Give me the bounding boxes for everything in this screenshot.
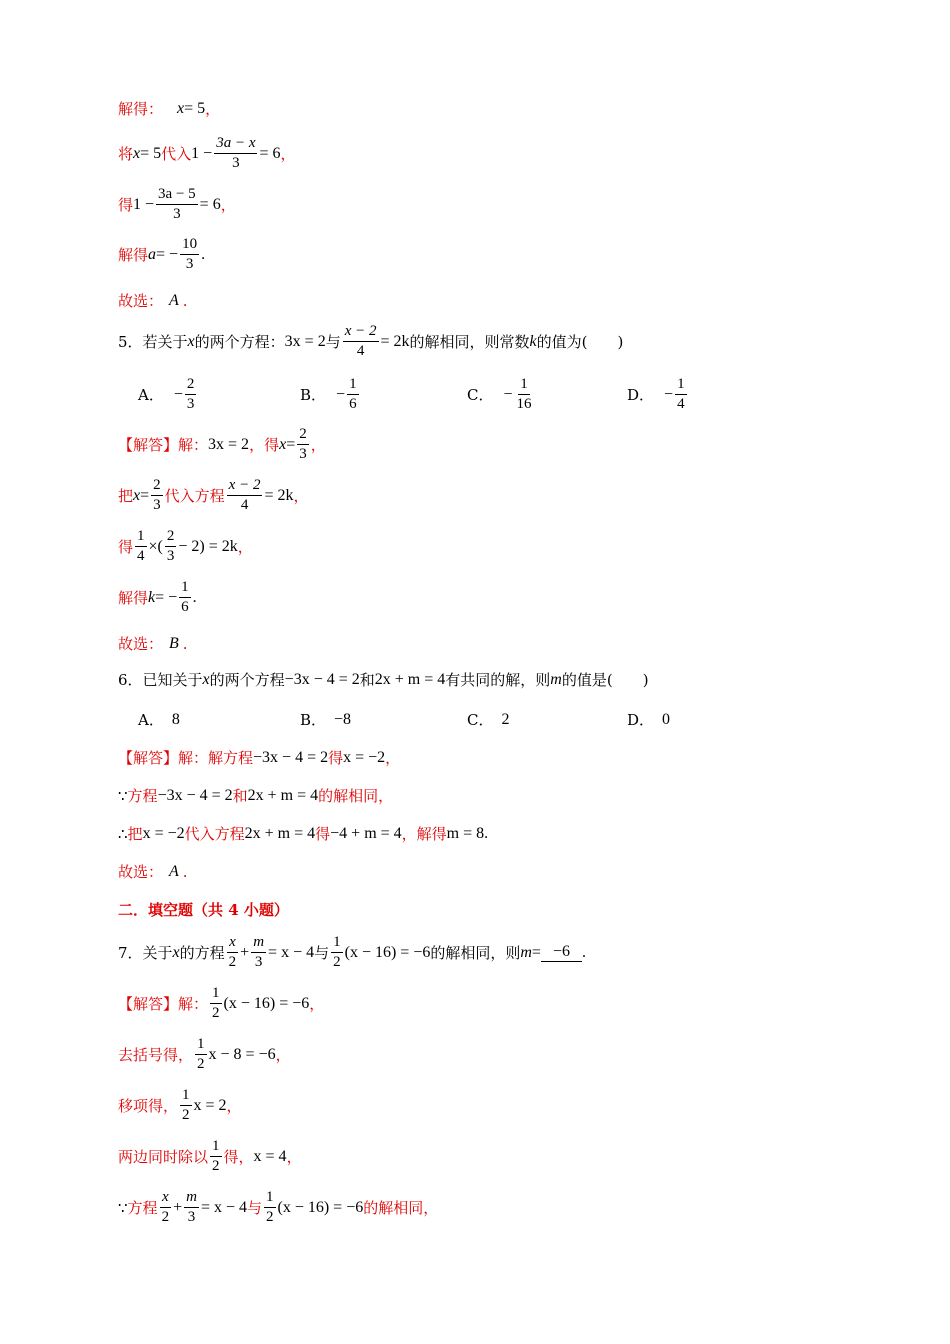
math-var: x	[177, 99, 185, 117]
math: x = 4	[253, 1147, 287, 1165]
solution-line	[118, 578, 197, 617]
numerator: 2	[151, 476, 163, 496]
math: x − 8 = −6	[208, 1045, 276, 1063]
text: 的解相同，	[318, 787, 394, 805]
fraction	[347, 375, 359, 414]
text: 移项得，	[118, 1097, 179, 1115]
section-heading	[118, 899, 289, 920]
numerator: x	[160, 1188, 171, 1208]
punct: .	[581, 943, 586, 961]
answer-tag: 【解答】	[118, 995, 179, 1013]
punct: ，	[226, 1097, 242, 1115]
sign: −	[664, 385, 674, 403]
option-label: D．	[627, 386, 655, 404]
math-var: x	[133, 144, 141, 162]
text: 解得：	[118, 100, 164, 118]
punct: ，	[237, 538, 253, 556]
math: =	[140, 486, 150, 504]
fraction	[165, 527, 177, 566]
math-var: k	[529, 332, 537, 350]
solution-line	[118, 1035, 291, 1074]
section-title: 二．填空题（共 4 小题）	[118, 901, 289, 919]
denominator: 4	[137, 548, 145, 564]
solution-line	[118, 1188, 438, 1227]
math: +	[173, 1198, 183, 1216]
punct: ，	[286, 1148, 302, 1166]
math: =	[286, 435, 296, 453]
numerator: 1	[180, 1086, 192, 1106]
solution-line	[118, 785, 393, 806]
text: 6．已知关于	[118, 671, 203, 689]
denominator: 6	[181, 599, 189, 615]
denominator: 2	[266, 1209, 274, 1225]
punct: .	[182, 634, 188, 653]
math: ×(	[148, 537, 163, 555]
math: (x − 16) = −6	[223, 994, 310, 1012]
punct: .	[192, 588, 197, 606]
math: −3x − 4 = 2	[284, 670, 360, 688]
text: 解：解方程	[178, 749, 254, 767]
text: )	[612, 671, 649, 689]
numerator: 1	[210, 984, 222, 1004]
denominator: 3	[232, 155, 240, 171]
option-label: A．	[138, 386, 164, 404]
fraction	[210, 984, 222, 1023]
punct: .	[201, 245, 206, 263]
text: 与	[325, 333, 341, 351]
text: 把	[118, 487, 134, 505]
denominator: 2	[182, 1107, 190, 1123]
numerator: 1	[135, 527, 147, 547]
option-value: 0	[662, 710, 671, 728]
text: ，得	[249, 436, 280, 454]
answer-letter: A	[169, 291, 179, 309]
math: 3x = 2	[208, 435, 250, 453]
numerator: 1	[675, 375, 687, 395]
sign: −	[173, 385, 183, 403]
punct: ，	[275, 1046, 291, 1064]
math-var: k	[148, 588, 156, 606]
text: 5．若关于	[118, 333, 188, 351]
fraction	[179, 578, 191, 617]
math: = 6	[259, 144, 281, 162]
option-label: D．	[627, 711, 655, 729]
solution-line	[118, 1137, 302, 1176]
math: = 2k	[380, 332, 410, 350]
fraction	[135, 527, 147, 566]
question-5	[118, 322, 623, 361]
math: = x − 4	[200, 1198, 247, 1216]
fraction	[214, 134, 257, 173]
text: 解得	[118, 589, 149, 607]
punct: ，	[310, 436, 326, 454]
math: 1 −	[133, 195, 155, 213]
numerator: m	[184, 1188, 199, 1208]
text: 得	[118, 196, 134, 214]
math: m = 8	[446, 824, 485, 842]
text: 有共同的解，则	[445, 671, 551, 689]
numerator: x − 2	[227, 476, 263, 496]
answer-letter: A	[169, 862, 179, 880]
math: (x − 16) = −6	[344, 943, 431, 961]
fraction	[180, 235, 199, 274]
denominator: 16	[516, 396, 532, 412]
text: 得，	[223, 1148, 254, 1166]
fraction	[515, 375, 534, 414]
punct: ，	[220, 196, 236, 214]
text: 7．关于	[118, 944, 173, 962]
text: 代入方程	[164, 487, 225, 505]
math-var: x	[172, 943, 180, 961]
math: −3x − 4 = 2	[253, 748, 329, 766]
sign: −	[336, 385, 346, 403]
math: −3x − 4 = 2	[157, 786, 233, 804]
solution-line	[118, 425, 326, 464]
math: =	[531, 943, 541, 961]
option-label: A．	[138, 711, 164, 729]
punct: .	[182, 862, 188, 881]
fraction	[227, 933, 239, 972]
text: 故选：	[118, 292, 164, 310]
numerator: 2	[165, 527, 177, 547]
math: −4 + m = 4	[330, 824, 402, 842]
numerator: 3a − 5	[156, 185, 198, 205]
fraction	[184, 1188, 199, 1227]
fraction	[331, 933, 343, 972]
numerator: 1	[331, 933, 343, 953]
option-value: −8	[334, 710, 352, 728]
answer-letter: B	[169, 634, 179, 652]
answer-line	[118, 633, 188, 654]
math: 1 −	[191, 144, 213, 162]
option-b[interactable]	[300, 375, 361, 414]
math: 2x + m = 4	[244, 824, 316, 842]
math: = −	[156, 245, 179, 263]
option-label: B．	[300, 711, 327, 729]
numerator: 1	[264, 1188, 276, 1208]
punct: ，	[205, 100, 221, 118]
option-label: C．	[467, 386, 494, 404]
math: x = −2	[343, 748, 386, 766]
fraction	[180, 1086, 192, 1125]
text: 解得	[118, 246, 149, 264]
text: 的值是(	[561, 671, 613, 689]
denominator: 2	[228, 954, 237, 970]
text: 故选：	[118, 863, 164, 881]
punct: .	[484, 824, 489, 842]
fraction	[675, 375, 687, 414]
sign: −	[503, 385, 513, 403]
option-value: 8	[171, 710, 180, 728]
text: 两边同时除以	[118, 1148, 209, 1166]
numerator: 1	[210, 1137, 222, 1157]
answer-line	[118, 290, 188, 311]
solution-line	[118, 476, 309, 515]
denominator: 2	[161, 1209, 170, 1225]
option-d[interactable]	[627, 709, 670, 730]
denominator: 2	[197, 1056, 205, 1072]
option-c[interactable]	[467, 375, 536, 414]
denominator: 3	[186, 396, 195, 412]
text: 得	[328, 749, 344, 767]
text: 的方程	[179, 944, 225, 962]
text: 把	[127, 825, 143, 843]
text: 和	[359, 671, 375, 689]
math-var: x	[202, 670, 210, 688]
text: 与	[314, 944, 330, 962]
denominator: 3	[153, 497, 161, 513]
denominator: 4	[356, 343, 365, 359]
punct: ，	[280, 145, 296, 163]
math-var: a	[148, 245, 157, 263]
text: 的两个方程	[209, 671, 285, 689]
text: 得	[315, 825, 331, 843]
text: 的解相同，	[363, 1199, 439, 1217]
text: 故选：	[118, 635, 164, 653]
denominator: 3	[173, 206, 181, 222]
numerator: x − 2	[343, 322, 379, 342]
math-var: m	[550, 670, 562, 688]
option-b[interactable]	[300, 709, 351, 730]
option-value: 2	[501, 710, 510, 728]
fraction	[210, 1137, 222, 1176]
numerator: 1	[195, 1035, 207, 1055]
text: 的值为(	[536, 333, 588, 351]
option-a[interactable]	[138, 375, 198, 414]
solution-line	[118, 134, 296, 173]
text: 方程	[127, 787, 158, 805]
fraction	[156, 185, 198, 224]
denominator: 2	[212, 1158, 220, 1174]
answer-tag: 【解答】	[118, 436, 179, 454]
blank-answer: −6	[541, 943, 582, 962]
denominator: 2	[333, 954, 341, 970]
numerator: 10	[180, 235, 199, 255]
option-label: C．	[467, 711, 494, 729]
text: 和	[232, 787, 248, 805]
text: 与	[246, 1199, 262, 1217]
math: = 5	[140, 144, 162, 162]
punct: ，	[293, 487, 309, 505]
math-var: m	[520, 943, 532, 961]
punct: ，	[385, 749, 401, 767]
solution-line	[118, 527, 253, 566]
denominator: 4	[677, 396, 685, 412]
question-7	[118, 933, 586, 972]
math: − 2) = 2k	[178, 537, 238, 555]
math-var: x	[279, 435, 287, 453]
solution-line	[118, 1086, 242, 1125]
math: 2x + m = 4	[374, 670, 446, 688]
math: = x − 4	[268, 943, 315, 961]
math: = 2k	[264, 486, 294, 504]
answer-tag: 【解答】	[118, 749, 179, 767]
fraction	[151, 476, 163, 515]
text: 去括号得，	[118, 1046, 194, 1064]
solution-line	[118, 984, 324, 1023]
solution-line	[118, 98, 220, 119]
text: 方程	[127, 1199, 158, 1217]
text: 解：	[178, 995, 209, 1013]
text: 的两个方程：	[194, 333, 285, 351]
math: x = −2	[142, 824, 185, 842]
denominator: 3	[166, 548, 175, 564]
because-symbol: ∵	[118, 1198, 128, 1217]
solution-line	[118, 823, 488, 844]
denominator: 4	[240, 497, 249, 513]
punct: ，	[309, 995, 325, 1013]
math: = 5	[184, 99, 206, 117]
text: 代入	[161, 145, 192, 163]
math: +	[240, 943, 250, 961]
text: ，解得	[401, 825, 447, 843]
solution-line	[118, 235, 205, 274]
math: 2x + m = 4	[247, 786, 319, 804]
denominator: 2	[212, 1005, 220, 1021]
numerator: m	[251, 933, 266, 953]
answer-line	[118, 861, 188, 882]
therefore-symbol: ∴	[118, 824, 128, 843]
math-var: x	[187, 332, 195, 350]
math: (x − 16) = −6	[277, 1198, 364, 1216]
option-a[interactable]	[138, 709, 180, 730]
denominator: 3	[299, 446, 307, 462]
numerator: x	[227, 933, 238, 953]
text: 代入方程	[184, 825, 245, 843]
numerator: 3a − x	[214, 134, 257, 154]
text: 得	[118, 538, 134, 556]
fraction	[264, 1188, 276, 1227]
fraction	[297, 425, 309, 464]
solution-line	[118, 747, 400, 768]
math: 3x = 2	[284, 332, 326, 350]
numerator: 2	[297, 425, 309, 445]
text: 的解相同，则	[430, 944, 521, 962]
fraction	[185, 375, 197, 414]
math: x = 2	[193, 1096, 227, 1114]
numerator: 1	[179, 578, 191, 598]
denominator: 3	[187, 1209, 196, 1225]
question-6	[118, 669, 649, 690]
text: 的解相同，则常数	[409, 333, 530, 351]
option-c[interactable]	[467, 709, 509, 730]
option-label: B．	[300, 386, 327, 404]
math-var: x	[133, 486, 141, 504]
math: = −	[155, 588, 178, 606]
text: 解：	[178, 436, 209, 454]
text: )	[587, 333, 624, 351]
math: = 6	[199, 195, 221, 213]
solution-line	[118, 185, 236, 224]
fraction	[343, 322, 379, 361]
denominator: 3	[254, 954, 263, 970]
numerator: 1	[518, 375, 530, 395]
fraction	[251, 933, 266, 972]
numerator: 2	[185, 375, 197, 395]
denominator: 3	[185, 256, 194, 272]
text: 将	[118, 145, 134, 163]
punct: .	[182, 291, 188, 310]
denominator: 6	[349, 396, 357, 412]
option-d[interactable]	[627, 375, 689, 414]
fraction	[160, 1188, 172, 1227]
numerator: 1	[347, 375, 359, 395]
fraction	[195, 1035, 207, 1074]
fraction	[227, 476, 263, 515]
because-symbol: ∵	[118, 786, 128, 805]
